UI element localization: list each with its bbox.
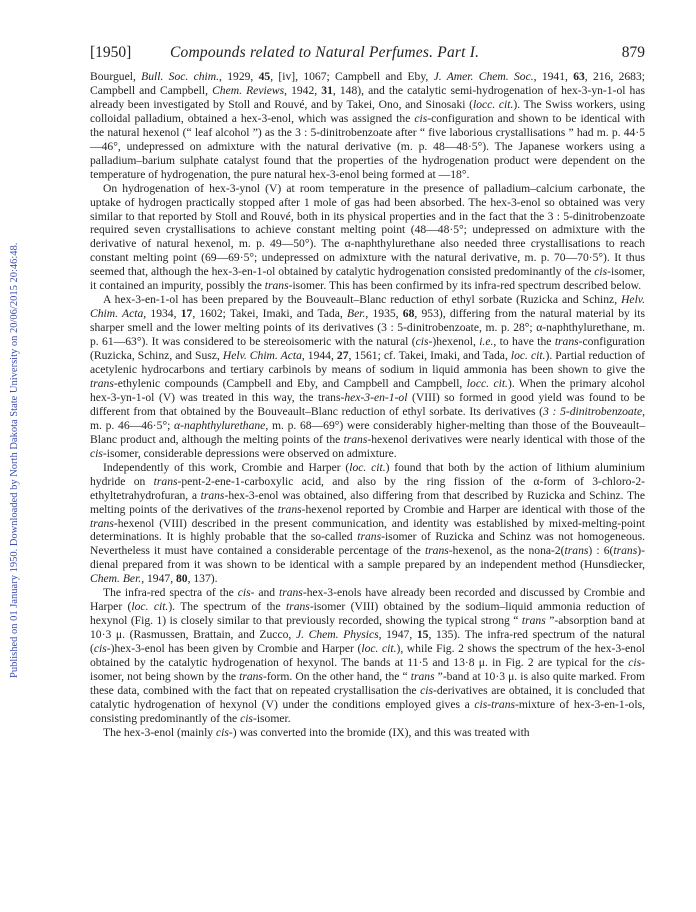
paragraph: Independently of this work, Crombie and Harper (loc. cit.) found that both by the action of lithium aluminium hydride on trans-pent-2-ene-1-carboxylic acid, and also by the ring fission of the α-form of 3-chloro-2-ethyltetrahydrofuran, a trans-hex-3-enol was obtained, also differing from that described by Ruzicka and Schinz. The melting points of the derivatives of the trans-hexenol reported by Crombie and Harper are identical with those of the trans-hexenol (VIII) described in the present communication, and identity was established by mixed-melting-point determinations. It is highly probable that the so-called trans-isomer of Ruzicka and Schinz was not homogeneous. Nevertheless it must have contained a considerable percentage of the trans-hexenol, as the nona-2(trans) : 6(trans)-dienal prepared from it was shown to be identical with a sample prepared by an independent method (Hunsdiecker, Chem. Ber., 1947, 80, 137). <box>90 460 645 586</box>
running-title: Compounds related to Natural Perfumes. Part I. <box>170 44 480 61</box>
paragraph: A hex-3-en-1-ol has been prepared by the Bouveault–Blanc reduction of ethyl sorbate (Ruzicka and Schinz, Helv. Chim. Acta, 1934, 17, 1602; Takei, Imaki, and Tada, Ber., 1935, 68, 953), differing from the natural material by its sharper smell and the lower melting points of its derivatives (3 : 5-dinitrobenzoate, m. p. 28°; α-naphthylurethane, m. p. 61—63°). It was considered to be stereoisomeric with the natural (cis-)hexenol, i.e., to have the trans-configuration (Ruzicka, Schinz, and Susz, Helv. Chim. Acta, 1944, 27, 1561; cf. Takei, Imaki, and Tada, loc. cit.). Partial reduction of acetylenic hydrocarbons and tertiary carbinols by means of sodium in liquid ammonia has been shown to give the trans-ethylenic compounds (Campbell and Eby, and Campbell and Campbell, locc. cit.). When the primary alcohol hex-3-yn-1-ol (V) was treated in this way, the trans-hex-3-en-1-ol (VIII) so formed in good yield was found to be different from that obtained by the Bouveault–Blanc reduction of ethyl sorbate. Its derivatives (3 : 5-dinitrobenzoate, m. p. 46—46·5°; α-naphthylurethane, m. p. 68—69°) were considerably higher-melting than those of the Bouveault–Blanc product and, although the melting points of the trans-hexenol derivatives were nearly identical with those of the cis-isomer, considerable depressions were observed on admixture. <box>90 293 646 460</box>
journal-year: [1950] <box>90 44 132 61</box>
paragraph: The hex-3-enol (mainly cis-) was converted into the bromide (IX), and this was treated with <box>103 725 530 739</box>
paragraph: On hydrogenation of hex-3-ynol (V) at room temperature in the presence of palladium–calcium carbonate, the uptake of hydrogen practically stopped after 1 mole of gas had been absorbed. The hex-3-enol so obtained was very similar to that reported by Stoll and Rouvé, both in its physical properties and in the fact that the 3 : 5-dinitrobenzoate required seven crystallisations to achieve constant melting point (48—48·5°; undepressed on admixture with the derivative of natural hexenol, m. p. 49—50°). The α-naphthylurethane also needed three crystallisations to reach constant melting point (69—69·5°; undepressed on admixture with the natural derivative, m. p. 70—70·5°). It thus seemed that, although the hex-3-en-1-ol obtained by catalytic hydrogenation consisted predominantly of the cis-isomer, it contained an impurity, possibly the trans-isomer. This has been confirmed by its infra-red spectrum described below. <box>90 181 645 293</box>
download-watermark: Published on 01 January 1950. Downloaded by North Dakota State University on 20/06/2015 20:46:48. <box>9 242 20 678</box>
paragraph: The infra-red spectra of the cis- and trans-hex-3-enols have already been recorded and discussed by Crombie and Harper (loc. cit.). The spectrum of the trans-isomer (VIII) obtained by the sodium–liquid ammonia reduction of hexynol (Fig. 1) is closely similar to that previously recorded, showing the typical strong “ trans ”-absorption band at 10·3 μ. (Rasmussen, Brattain, and Zucco, J. Chem. Physics, 1947, 15, 135). The infra-red spectrum of the natural (cis-)hex-3-enol has been given by Crombie and Harper (loc. cit.), while Fig. 2 shows the spectrum of the hex-3-enol obtained by the catalytic hydrogenation of hexynol. The bands at 11·5 and 13·8 μ. in Fig. 2 are typical for the cis-isomer, not being shown by the trans-form. On the other hand, the “ trans ”-band at 10·3 μ. is also quite marked. From these data, combined with the fact that on repeated crystallisation the cis-derivatives are obtained, it is concluded that catalytic hydrogenation of hexynol (V) under the conditions employed gives a cis-trans-mixture of hex-3-en-1-ols, consisting predominantly of the cis-isomer. <box>90 586 646 725</box>
page-number: 879 <box>621 44 645 61</box>
article-body <box>90 70 645 740</box>
paragraph: Bourguel, Bull. Soc. chim., 1929, 45, [iv], 1067; Campbell and Eby, J. Amer. Chem. Soc., 1941, 63, 216, 2683; Campbell and Campbell, Chem. Reviews, 1942, 31, 148), and the catalytic semi-hydrogenation of hex-3-yn-1-ol has already been investigated by Stoll and Rouvé, and by Takei, Ono, and Sinosaki (locc. cit.). The Swiss workers, using colloidal palladium, obtained a hex-3-enol, which was assigned the cis-configuration and shown to be identical with the natural hexenol (“ leaf alcohol ”) as the 3 : 5-dinitrobenzoate after “ five laborious crystallisations ” had m. p. 44·5—46°, undepressed on admixture with the natural derivative (m. p. 48—48·5°). The Japanese workers using a palladium–barium sulphate catalyst found that the properties of the hydrogenation product were dependent on the temperature of hydrogenation, the pure natural hex-3-enol being formed at —18°. <box>90 70 646 181</box>
running-header <box>90 44 645 64</box>
